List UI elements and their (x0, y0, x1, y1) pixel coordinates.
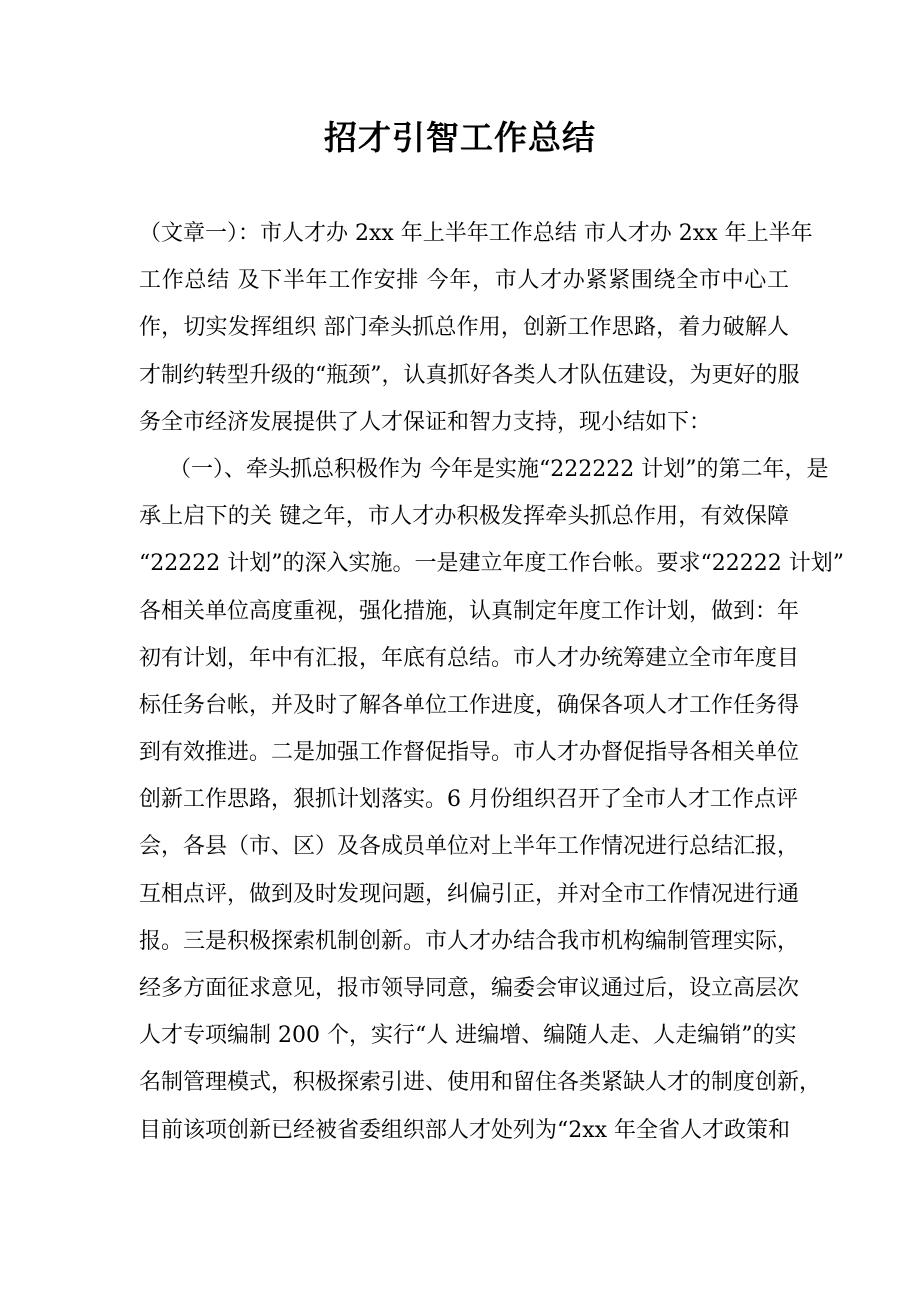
body-line: 初有计划，年中有汇报，年底有总结。市人才办统筹建立全市年度目 (139, 645, 800, 671)
body-line: “22222 计划”的深入实施。一是建立年度工作台帐。要求“22222 计划” (139, 551, 844, 577)
body-line: 人才专项编制 200 个，实行“人 进编增、编随人走、人走编销”的实 (139, 1023, 797, 1049)
body-line: 经多方面征求意见，报市领导同意，编委会审议通过后，设立高层次 (139, 976, 800, 1001)
document-body (139, 210, 844, 1154)
body-line: 报。三是积极探索机制创新。市人才办结合我市机构编制管理实际， (139, 928, 800, 954)
body-line: （一）、牵头抓总积极作为 今年是实施“222222 计划”的第二年，是 (169, 456, 829, 482)
body-line: 作，切实发挥组织 部门牵头抓总作用，创新工作思路，着力破解人 (139, 315, 789, 341)
body-line: 务全市经济发展提供了人才保证和智力支持，现小结如下： (139, 409, 712, 435)
body-line: 目前该项创新已经被省委组织部人才处列为“2xx 年全省人才政策和 (139, 1117, 791, 1143)
body-line: 互相点评，做到及时发现问题，纠偏引正，并对全市工作情况进行通 (139, 881, 800, 907)
body-line: （文章一）：市人才办 2xx 年上半年工作总结 市人才办 2xx 年上半年 (139, 221, 813, 246)
body-line: 才制约转型升级的“瓶颈”，认真抓好各类人才队伍建设，为更好的服 (139, 362, 800, 388)
body-line: 标任务台帐，并及时了解各单位工作进度，确保各项人才工作任务得 (139, 692, 800, 718)
body-line: 各相关单位高度重视，强化措施，认真制定年度工作计划，做到：年 (139, 598, 800, 624)
body-line: 会，各县（市、区）及各成员单位对上半年工作情况进行总结汇报， (139, 834, 800, 860)
body-line: 工作总结 及下半年工作安排 今年，市人才办紧紧围绕全市中心工 (139, 268, 789, 294)
body-line: 到有效推进。二是加强工作督促指导。市人才办督促指导各相关单位 (139, 740, 800, 766)
body-line: 创新工作思路，狠抓计划落实。6 月份组织召开了全市人才工作点评 (139, 787, 798, 813)
body-line: 承上启下的关 键之年，市人才办积极发挥牵头抓总作用，有效保障 (139, 504, 789, 530)
document-title: 招才引智工作总结 (324, 118, 596, 157)
body-line: 名制管理模式，积极探索引进、使用和留住各类紧缺人才的制度创新， (139, 1070, 822, 1096)
